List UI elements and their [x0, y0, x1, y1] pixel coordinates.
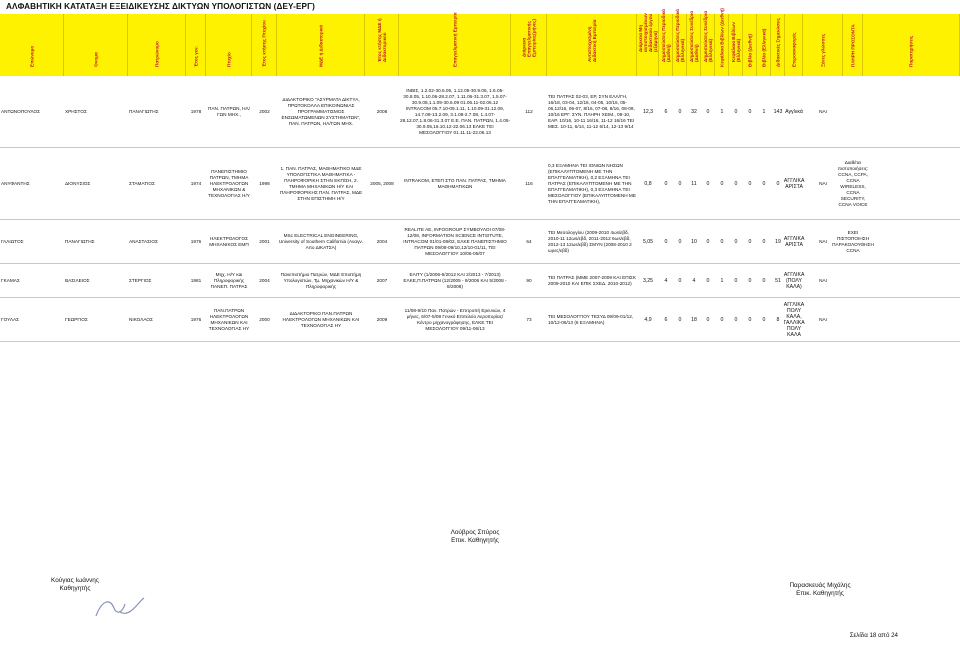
table-cell: 3,25	[642, 277, 654, 284]
header-cell	[687, 10, 701, 76]
table-cell: 0	[748, 180, 752, 187]
table-cell: 0	[734, 316, 738, 323]
header-cell	[673, 9, 687, 76]
table-cell: 4	[664, 277, 668, 284]
table-cell: 0	[748, 108, 752, 115]
table-cell: 32	[691, 108, 697, 115]
header-cell	[64, 14, 128, 76]
table-cell: 1981	[190, 277, 202, 283]
page-number: Σελίδα 18 από 24	[849, 632, 898, 639]
header-cell	[701, 10, 715, 76]
table-cell: REALITE AE, INFOGROUP ΣΥΜΒΟΥΛΟΙ 07/08-12/08, INFORMATION SCIENCE INTSITUTE, INTRACOM 01/01-08/02, ΕΛΚΕ ΠΑΝΕΠΙΣΤΗΜΙΟ ΠΑΤΡΩΝ 09/08-09/10,12/10-01/11, ΤΕΙ ΜΕΣΟΛΟΓΓΙΟΥ 10/06-05/07	[403, 226, 507, 256]
table-cell	[843, 76, 863, 147]
header-label: Έτος κτήσης Πτυχίου	[261, 20, 267, 67]
header-label: Ξένες γλώσσες	[820, 33, 825, 67]
table-cell: 2000	[259, 316, 270, 322]
header-label: Έτος γεν.	[193, 46, 198, 67]
table-cell: 0	[762, 316, 766, 323]
table-cell: MSc ELECTRICAL ENGINEERING, University of Southern California (Αναγν. Απο ΔΙΚΑΤΣΑ)	[278, 232, 364, 250]
header-label: Αντιστοιχισμένη Διδακτική Εμπειρία	[586, 19, 597, 62]
header-label: Διάρκεια Μη αντιστοιχισμένων Διδακτικού έργου (εξάμηνα)	[637, 13, 658, 52]
table-cell: 0	[678, 277, 682, 284]
table-row	[0, 264, 960, 298]
table-cell: 10	[691, 238, 697, 245]
table-cell: 18	[691, 316, 697, 323]
header-label: Έτος κτήσης ΜΔΕ ή Διδακτορικού	[376, 18, 387, 62]
table-cell: 2005, 2008	[370, 180, 394, 186]
table-cell: ΗΛΕΚΤΡΟΛΟΓΟΣ ΜΗΧΑΝΙΚΟΣ ΕΜΠ	[209, 235, 249, 247]
table-cell: 64	[526, 238, 532, 244]
table-cell: 0	[734, 108, 738, 115]
table-cell: Διαθέτει πιστοποιήσεις: CCNA, CCPA, CCNA WIRELESS, CCNA SECURITY, CCNA VOICE	[837, 159, 869, 207]
table-cell: 0	[664, 180, 668, 187]
table-cell: 1978	[190, 108, 202, 114]
table-cell: 2002	[259, 108, 270, 114]
table-cell: ΝΑΙ	[819, 277, 827, 283]
header-cell	[863, 14, 960, 76]
table-cell: 0,3 ΕΞΑΜΗΝΑ ΤΕΙ ΙΟΝΙΩΝ ΝΗΣΩΝ (ΕΠΙΚΑΛΥΠΤΟΜΕΝΗ ΜΕ ΤΗΝ ΕΠΑΓΓΕΛΜΑΤΙΚΗ), 0,2 ΕΞΑΜΗΝΑ ΤΕΙ ΠΑΤΡΑΣ (ΕΠΙΚΑΛΥΠΤΟΜΕΝΗ ΜΕ ΤΗΝ ΕΠΑΓΓΕΛΜΑΤΙΚΗ), 0,3 ΕΞΑΜΗΝΑ ΤΕΙ ΜΕΣΟΛΟΓΓΙΟΥ (ΕΠΙΚΑΛΥΠΤΟΜΕΝΗ ΜΕ ΤΗΝ ΕΠΑΓΓΕΛΜΑΤΙΚΗ),	[548, 162, 636, 204]
header-label: Παρατηρήσεις	[908, 35, 914, 67]
table-cell: 0	[678, 180, 682, 187]
table-cell: 6	[664, 108, 668, 115]
table-cell: Αγγλικά	[785, 108, 803, 115]
header-label: ΜΔΕ ή Διδακτορικό	[318, 24, 323, 67]
header-cell	[206, 14, 252, 76]
header-label: Δημοσιεύσεις Συνέδρια (Ελληνικά)	[702, 10, 713, 62]
table-row	[0, 220, 960, 264]
table-cell	[843, 298, 863, 341]
header-label: Κεφάλαια Βιβλίων (Διεθνή)	[719, 8, 724, 67]
table-cell: ΑΓΓΛΙΚΑ ΑΡΙΣΤΑ	[783, 177, 805, 190]
table-cell: 0	[748, 277, 752, 284]
table-cell: ΕΧΕΙ ΠΙΣΤΟΠΟΙΗΣΗ ΠΑΡΑΚΟΛΟΥΘΗΣΗ CCNA	[832, 229, 874, 253]
table-cell: 0	[762, 277, 766, 284]
table-cell: 0	[720, 238, 724, 245]
table-cell: ΤΕΙ ΠΑΤΡΑΣ (ΜΜΕ 2007-2009 ΚΑΙ ΕΠΙΣΚ 2009-2010 ΚΑΙ ΕΠΙΚ ΣΧΕΔ. 2010-2012)	[548, 274, 636, 286]
table-cell: 1976	[190, 238, 202, 244]
table-cell: 0	[706, 238, 710, 245]
header-label: Κεφάλαια Βιβλίων (Ελληνικά)	[730, 22, 741, 62]
table-cell: 0	[762, 238, 766, 245]
table-cell: 90	[526, 277, 532, 283]
header-label: Διάρκεια Επαγγελματικής Εμπειρίας(μήνες)	[521, 19, 536, 57]
table-cell: 1976	[190, 316, 202, 322]
handwritten-signature-left	[92, 594, 152, 624]
table-cell: 2001	[259, 238, 270, 244]
table-cell: 2008	[376, 108, 388, 114]
table-cell: ΣΤΑΜΑΤΙΟΣ	[129, 180, 155, 186]
header-cell	[757, 14, 771, 76]
table-cell: 1	[720, 108, 724, 115]
table-cell	[843, 264, 863, 297]
table-header	[0, 8, 960, 76]
signature-right-name: Παρασκευάς Μιχάλης	[789, 582, 851, 589]
table-cell: ΕΑΙΤΥ (1/2006-6/2012 ΚΑΙ 2/2013 - 7/2013) ΕΛΚΕ,Π.ΠΑΤΡΩΝ (12/2005 - 9/2006 ΚΑΙ 5/2008 - 8/2008)	[403, 271, 507, 289]
table-cell: ΤΕΙ ΜΕΣΟΛΟΓΓΙΟΥ ΤΕΣΥΔ 09/09-01/12, 10/12-06/13 (6 ΕΞΑΜΗΝΑ)	[548, 313, 634, 325]
table-cell: ΧΡΗΣΤΟΣ	[65, 108, 87, 114]
table-cell: 73	[526, 316, 532, 322]
header-label: Ετεροαναφορές	[791, 32, 796, 67]
table-cell: 0	[734, 277, 738, 284]
header-cell	[803, 14, 843, 76]
signature-left-role: Καθηγητής	[59, 585, 91, 592]
table-cell: ΓΚΑΜΑΣ	[1, 277, 20, 283]
table-cell: ΑΓΓΛΙΚΑ (ΠΟΛΥ ΚΑΛΑ)	[783, 271, 805, 290]
table-cell: 0	[678, 238, 682, 245]
table-cell: 11/08-9/10 Παν. Πατρών - Επιτροπή Ερευνών, 4 μήνες, 6/07-5/08 Γενικό Επιτελείο Αεροπορίας/Κέντρο μηχανογράφησης, ΕΛΚΕ ΤΕΙ ΜΕΣΟΛΟΓΓΙΟΥ 09/11-06/13	[404, 307, 506, 331]
table-cell: ΔΙΔΑΚΤΟΡΙΚΟ ΠΑΝ.ΠΑΤΡΩΝ ΗΛΕΚΤΡΟΛΟΓΩΝ ΜΗΧΑΝΙΚΩΝ ΚΑΙ ΤΕΧΝΟΛΟΓΙΑΣ ΗΥ	[282, 310, 360, 328]
header-cell	[128, 14, 186, 76]
table-cell: 0	[762, 180, 766, 187]
table-cell: 12,3	[642, 108, 654, 115]
header-cell	[659, 9, 673, 76]
header-cell	[0, 14, 64, 76]
table-cell: ΝΑΙ	[819, 238, 827, 244]
table-cell: ΠΑΝΑΓΙΩΤΗΣ	[65, 238, 95, 244]
table-cell: ΝΙΚΟΛΑΟΣ	[129, 316, 153, 322]
table-cell: 0	[748, 238, 752, 245]
table-cell: 0	[734, 238, 738, 245]
table-cell: ΠΑΝ.ΠΑΤΡΩΝ ΗΛΕΚΤΡΟΛΟΓΩΝ ΜΗΧΑΝΙΚΩΝ ΚΑΙ ΤΕΧΝΟΛΟΓΙΑΣ ΗΥ	[208, 307, 250, 331]
header-label: Δημοσιεύσεις Συνέδρια (Διεθνή)	[688, 10, 699, 62]
header-label: Βιβλία (Ελληνικά)	[761, 28, 766, 67]
header-label: Επώνυμο	[29, 45, 34, 67]
table-cell: 143	[773, 108, 783, 115]
header-label: ΠΛΗΡΗ ΠΡΟΣΟΝΤΑ	[850, 24, 855, 67]
table-cell: ΒΑΣΙΛΕΙΟΣ	[65, 277, 90, 283]
table-cell: ΤΕΙ Μεσολογγίου (2009-2010 4ωs/εβδ, 2010-11 12ωs/εβδ, 2011-2012 6ωs/εβδ, 2012-13 12ωs/εβδ) ΣΜΥΝ (2008-2010 2 ωρες/εβδ)	[548, 229, 632, 253]
table-cell: ΔΙΔΑΚΤΟΡΙΚΟ "ΑΣΥΡΜΑΤΑ ΔΙΚΤΥΑ, ΠΡΩΤΟΚΟΛΛΑ ΕΠΙΚΟΙΝΩΝΙΑΣ ΠΡΟΓΡΑΜΜΑΤΙΣΜΟΣ ΕΝΣΩΜΑΤΩΜΕΝΩΝ ΣΥΣΤΗΜΑΤΩΝ", ΠΑΝ. ΠΑΤΡΩΝ, ΗΛ/ΓΩΝ ΜΗΧ.	[281, 96, 361, 126]
table-cell: 116	[525, 180, 533, 186]
header-cell	[277, 14, 365, 76]
header-label: Πατρώνυμο	[154, 41, 159, 67]
signature-right-role: Επικ. Καθηγητής	[796, 590, 844, 597]
header-label: Διδακτικές Σημειώσεις	[775, 17, 780, 67]
table-cell: 2004	[376, 238, 388, 244]
table-cell: ΝΑΙ	[819, 316, 827, 322]
table-cell: 6	[664, 316, 668, 323]
table-cell: 1	[762, 108, 766, 115]
header-cell	[843, 14, 863, 76]
table-cell: 8	[776, 316, 780, 323]
table-cell: 1998	[259, 180, 270, 186]
table-cell: Μηχ. Η/Υ και Πληροφορικής ΠΑΝΕΠ. ΠΑΤΡΑΣ	[210, 271, 248, 289]
table-cell: ΝΑΙ	[819, 180, 827, 186]
table-cell: 2009	[376, 316, 388, 322]
table-cell: 4	[692, 277, 696, 284]
table-cell: 51	[775, 277, 781, 284]
signature-left-name: Κούγιας Ιωάννης	[51, 577, 99, 584]
table-cell: 0	[706, 316, 710, 323]
table-cell: ΓΕΩΡΓΙΟΣ	[65, 316, 88, 322]
header-cell	[715, 8, 729, 76]
table-cell: ΠΑΝΕΠΙΣΤΗΜΙΟ ΠΑΤΡΩΝ, ΤΜΗΜΑ ΗΛΕΚΤΡΟΛΟΓΩΝ ΜΗΧΑΝΙΚΩΝ & ΤΕΧΝΟΛΟΓΙΑΣ Η/Υ	[208, 168, 250, 198]
table-cell: 0,8	[644, 180, 652, 187]
table-cell: ΔΙΟΝΥΣΙΟΣ	[65, 180, 91, 186]
signature-center-name: Λούβρος Σπύρος	[450, 529, 500, 536]
table-cell: ΓΑΛΙΩΤΟΣ	[1, 238, 24, 244]
table-cell: 0	[734, 180, 738, 187]
table-cell: ΤΕΙ ΠΑΤΡΑΣ 02-03, ΕΡ, ΣΥΝ ΕΛΛ/ΓΗ, 16/18, 03-04, 12/16, 04-05, 10/16, 05-06,12/16, 06-07, 8/16, 07-08, 8/16, 08-09, 10/16 ΕΡΓ. ΣΥΝ. ΠΛΗΡΗ ΧΕΙΜ., 09-10, ΕΑΡ. 10/16, 10-11 16/16, 11-12 16/16 ΤΕΙ ΜΕΣ. 10-11, 6/14, 11-12 6/14, 12-13 9/14	[548, 93, 635, 129]
table-cell: ΑΝΤΩΝΟΠΟΥΛΟΣ	[1, 108, 41, 114]
header-label: Πτυχίο	[226, 52, 231, 67]
table-cell: 0	[678, 316, 682, 323]
header-label: Δημοσιεύσεις Περιοδικά (Ελληνικά)	[674, 9, 685, 62]
header-label: Δημοσιεύσεις Περιοδικά (Διεθνή)	[660, 9, 671, 62]
signature-center-role: Επικ. Καθηγητής	[451, 537, 499, 544]
header-label: Όνομα	[93, 52, 98, 67]
table-cell: INTRAKOM, ΕΤΕΠ ΣΤΟ ΠΑΝ. ΠΑΤΡΑΣ, ΤΜΗΜΑ ΜΑΘΗΜΑΤΙΚΩΝ	[404, 177, 506, 189]
table-cell: ΠΑΝΑΓΙΩΤΗΣ	[129, 108, 159, 114]
table-cell: 5,05	[642, 238, 654, 245]
header-label: Επαγγελματική Εμπειρία	[452, 12, 457, 67]
header-cell	[365, 14, 399, 76]
table-cell: ΓΟΥΛΑΣ	[1, 316, 20, 322]
table-cell: 1. ΠΑΝ. ΠΑΤΡΑΣ, ΜΑΘΗΜΑΤΙΚΟ ΜΔΕ ΥΠΟΛΟΓΙΣΤΙΚΑ ΜΑΘΗΜΑΤΙΚΑ - ΠΛΗΡΟΦΟΡΙΚΗ ΣΤΗΝ ΕΚΠ/ΣΗ, 2. ΤΜΗΜΑ ΜΗΧΑΝΙΚΩΝ Η/Υ ΚΑΙ ΠΛΗΡΟΦΟΡΙΚΗΣ ΠΑΝ. ΠΑΤΡΑΣ, ΜΔΕ ΣΤΗΝ ΕΠΙΣΤΗΜΗ Η/Υ	[279, 165, 363, 201]
table-cell: 0	[706, 108, 710, 115]
table-cell: ΙΝΒΙΣ, 1.2.02-30.6.05, 1.12.05-30.9.06, 1.6.05-30.8.05, 1.10.06-28.2.07, 1.11.06-31.3.07, 1.5.07-30.9.08,1.1.09-30.6.09 01.06.11-02.06.12 INTRACOM 05.7.10-09.1.11, 1.10.09-31.12.09, 14.7.08-13.2.09, 3.1.08-2.7.08, 1.4.07-28.12.07,1.8.06-31.3.07 Ε.Ε. ΠΑΝ. ΠΑΤΡΩΝ, 1.4.05-30.9.05,16.10.12-22.06.13 ΕΛΚΕ ΤΕΙ ΜΕΣΟΛΟΓΓΙΟΥ 01.11.11-22.06.13	[400, 87, 510, 135]
table-cell: 0	[748, 316, 752, 323]
table-cell: 0	[706, 277, 710, 284]
header-cell	[771, 14, 785, 76]
header-cell	[637, 14, 659, 76]
table-cell: Πανεπιστήμιο Πατρών, ΜΔΕ Επιστήμη Υπολογιστών, Τμ. Μηχανικών Η/Υ & Πληροφορικής	[280, 271, 362, 289]
table-cell: 0	[720, 180, 724, 187]
table-cell: ΝΑΙ	[819, 108, 827, 114]
table-cell: ΣΤΕΡΓΙΟΣ	[129, 277, 152, 283]
table-cell: 0	[776, 180, 780, 187]
table-cell: ΑΝΑΣΤΑΣΙΟΣ	[129, 238, 158, 244]
header-cell	[547, 14, 637, 76]
document-title: ΑΛΦΑΒΗΤΙΚΗ ΚΑΤΑΤΑΞΗ ΕΞΕΙΔΙΚΕΥΣΗΣ ΔΙΚΤΥΩΝ ΥΠΟΛΟΓΙΣΤΩΝ (ΔΕΥ-ΕΡΓ)	[6, 2, 315, 11]
header-cell	[729, 14, 743, 76]
table-cell: 4,9	[644, 316, 652, 323]
table-cell: 2004	[259, 277, 270, 283]
header-cell	[511, 14, 547, 76]
table-cell: 112	[525, 108, 533, 114]
table-cell: 0	[706, 180, 710, 187]
table-cell: 19	[775, 238, 781, 245]
table-cell: 0	[720, 316, 724, 323]
table-row	[0, 148, 960, 220]
table-cell: 1974	[190, 180, 202, 186]
header-cell	[399, 14, 511, 76]
table-row	[0, 298, 960, 342]
table-cell: ΑΝΥΦΑΝΤΗΣ	[1, 180, 30, 186]
header-cell	[252, 14, 277, 76]
header-label: Βιβλία (Διεθνή)	[747, 34, 752, 67]
header-cell	[186, 14, 206, 76]
table-cell: 0	[678, 108, 682, 115]
table-cell: ΑΓΓΛΙΚΑ ΑΡΙΣΤΑ	[783, 235, 805, 248]
table-cell: 1	[720, 277, 724, 284]
table-cell: 0	[664, 238, 668, 245]
header-cell	[785, 14, 803, 76]
table-cell: 2007	[376, 277, 388, 283]
table-cell: ΑΓΓΛΙΚΑ ΠΟΛΥ ΚΑΛΑ, ΓΑΛΛΙΚΑ ΠΟΛΥ ΚΑΛΑ	[783, 301, 805, 338]
table-row	[0, 76, 960, 148]
header-cell	[743, 14, 757, 76]
table-cell: ΠΑΝ. ΠΑΤΡΩΝ, ΗΛ/ΓΩΝ ΜΗΧ.,	[208, 105, 250, 117]
table-cell: 11	[691, 180, 697, 187]
